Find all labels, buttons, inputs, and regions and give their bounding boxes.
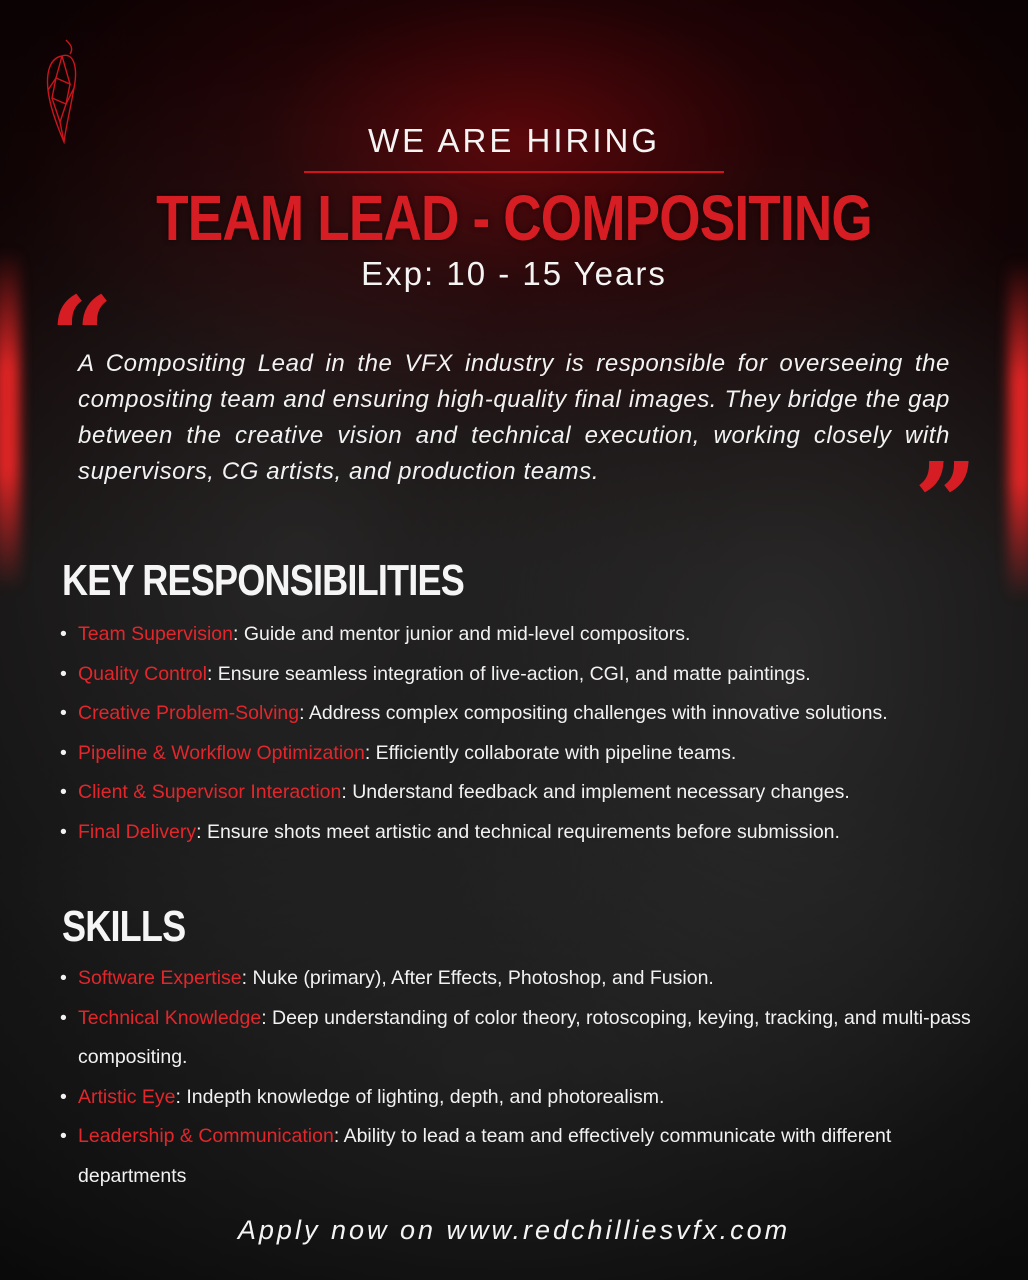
item-description: : Efficiently collaborate with pipeline teams. — [364, 741, 737, 764]
list-item — [60, 1078, 990, 1118]
list-item — [60, 734, 990, 774]
item-description: : Ensure seamless integration of live-action, CGI, and matte paintings. — [206, 662, 811, 685]
item-term: Quality Control — [78, 662, 207, 685]
item-description: : Address complex compositing challenges with innovative solutions. — [299, 702, 888, 724]
responsibilities-list — [60, 615, 990, 852]
item-description: : Guide and mentor junior and mid-level compositors. — [233, 623, 691, 645]
bullet-icon: • — [60, 1125, 67, 1147]
experience-range: Exp: 10 - 15 Years — [361, 255, 667, 292]
right-red-glow — [1008, 260, 1028, 600]
list-item — [60, 1117, 990, 1196]
item-description: : Ability to lead a team and effectively communicate with different departments — [78, 1125, 892, 1187]
bullet-icon: • — [60, 623, 67, 645]
close-quote-icon: ” — [914, 438, 978, 567]
list-item — [60, 615, 990, 655]
list-item — [60, 813, 990, 853]
item-term: Software Expertise — [78, 967, 242, 989]
item-term: Team Supervision — [78, 623, 233, 645]
item-term: Technical Knowledge — [78, 1006, 262, 1029]
item-term: Pipeline & Workflow Optimization — [78, 741, 365, 764]
item-term: Artistic Eye — [78, 1085, 176, 1108]
bullet-icon: • — [60, 1085, 67, 1108]
item-description: : Deep understanding of color theory, rotoscoping, keying, tracking, and multi-pass compositing. — [78, 1006, 971, 1068]
list-item — [60, 655, 990, 695]
bullet-icon: • — [60, 662, 67, 685]
item-description: : Indepth knowledge of lighting, depth, and photorealism. — [175, 1085, 665, 1108]
list-item — [60, 959, 990, 999]
skills-heading: SKILLS — [62, 902, 186, 951]
responsibilities-heading: KEY RESPONSIBILITIES — [62, 556, 464, 605]
list-item — [60, 694, 990, 734]
apply-now-link[interactable]: Apply now on www.redchilliesvfx.com — [237, 1215, 791, 1245]
item-term: Leadership & Communication — [78, 1125, 334, 1147]
bullet-icon: • — [60, 702, 67, 724]
bullet-icon: • — [60, 781, 67, 803]
bullet-icon: • — [60, 820, 67, 843]
skills-list — [60, 959, 990, 1196]
role-description: A Compositing Lead in the VFX industry is responsible for overseeing the compositing team and ensuring high-quality final images. They bridge the gap between the creative vision and technical execution, working closely with supervisors, CG artists, and production teams. — [78, 350, 950, 485]
bullet-icon: • — [60, 967, 67, 989]
left-red-glow — [0, 250, 20, 590]
item-term: Final Delivery — [78, 820, 197, 843]
item-term: Creative Problem-Solving — [78, 702, 300, 724]
item-description: : Nuke (primary), After Effects, Photoshop, and Fusion. — [241, 967, 714, 989]
item-description: : Understand feedback and implement necessary changes. — [341, 781, 850, 803]
we-are-hiring-text: WE ARE HIRING — [367, 122, 661, 159]
list-item — [60, 773, 990, 813]
item-term: Client & Supervisor Interaction — [78, 781, 342, 803]
item-description: : Ensure shots meet artistic and technical requirements before submission. — [196, 820, 840, 843]
open-quote-icon: “ — [50, 272, 114, 401]
list-item — [60, 999, 990, 1078]
bullet-icon: • — [60, 741, 67, 764]
job-title: TEAM LEAD - COMPOSITING — [156, 182, 872, 254]
header-divider — [304, 171, 724, 173]
bullet-icon: • — [60, 1006, 67, 1029]
